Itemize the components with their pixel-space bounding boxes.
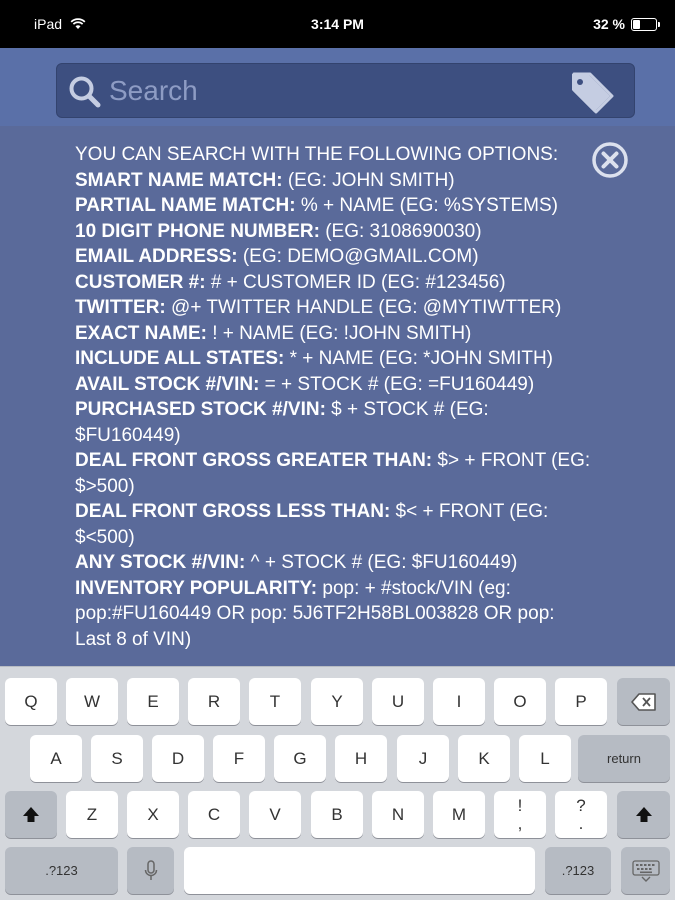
option-label: DEAL FRONT GROSS LESS THAN: [75,501,391,522]
backspace-key[interactable] [617,678,670,725]
help-option [75,550,595,576]
option-text: * + NAME (EG: *JOHN SMITH) [284,348,554,369]
status-right [593,16,657,32]
battery-percent: 32 % [593,16,625,32]
shift-key-left[interactable] [5,791,57,838]
key-n[interactable]: N [372,791,424,838]
key-f[interactable]: F [213,735,265,782]
option-label: CUSTOMER #: [75,271,206,293]
help-option [75,397,595,448]
key-m[interactable]: M [433,791,485,838]
key-k[interactable]: K [458,735,510,782]
key-v[interactable]: V [249,791,301,838]
shift-key-right[interactable] [617,791,670,838]
option-text: (EG: DEMO@GMAIL.COM) [237,246,479,267]
key-g[interactable]: G [274,735,326,782]
key-t[interactable]: T [249,678,301,725]
option-text: = + STOCK # (EG: =FU160449) [259,373,535,395]
option-label: PARTIAL NAME MATCH: [75,195,296,216]
key-h[interactable]: H [335,735,387,782]
shift-icon [22,806,40,824]
key-c[interactable]: C [188,791,240,838]
battery-icon [631,18,657,31]
option-label: 10 DIGIT PHONE NUMBER: [75,220,320,242]
option-text: $ + STOCK # (EG: $FU160449) [75,399,489,446]
search-icon [67,74,103,110]
option-label: AVAIL STOCK #/VIN: [75,373,260,395]
key-x[interactable]: X [127,791,179,838]
help-option [75,219,595,245]
option-text: @+ TWITTER HANDLE (EG: @MYTIWTTER) [165,297,562,318]
help-option [75,193,595,219]
dictation-key[interactable] [127,847,174,894]
numbers-key-right[interactable]: .?123 [545,847,611,894]
space-bar[interactable] [184,847,535,894]
key-bottom-char: , [517,813,523,833]
help-option [75,321,595,347]
key-bottom-char: . [578,813,584,833]
hide-keyboard-key[interactable] [621,847,670,894]
help-intro: YOU CAN SEARCH WITH THE FOLLOWING OPTIONS: [75,144,559,165]
option-label: TWITTER: [75,297,166,318]
return-key[interactable]: return [578,735,670,782]
on-screen-keyboard [0,666,675,900]
status-time: 3:14 PM [311,16,364,32]
key-q[interactable]: Q [5,678,57,725]
search-bar[interactable] [56,63,635,118]
search-header [0,48,675,126]
option-label: DEAL FRONT GROSS GREATER THAN: [75,450,433,471]
key-r[interactable]: R [188,678,240,725]
help-option [75,346,595,372]
option-text: $> + FRONT (EG: $>500) [75,450,591,497]
key-top-char: ? [576,795,586,815]
key-top-char: ! [517,795,523,815]
key-e[interactable]: E [127,678,179,725]
help-option [75,295,595,321]
key-j[interactable]: J [397,735,449,782]
key-exclamation-comma[interactable] [494,791,546,838]
key-p[interactable]: P [555,678,607,725]
microphone-icon [144,860,158,882]
shift-icon [635,806,653,824]
key-o[interactable]: O [494,678,546,725]
device-label: iPad [34,16,63,32]
option-label: SMART NAME MATCH: [75,169,283,191]
key-b[interactable]: B [311,791,363,838]
backspace-icon [631,693,657,711]
option-label: INVENTORY POPULARITY: [75,577,318,599]
option-text: (EG: JOHN SMITH) [282,169,455,191]
option-label: INCLUDE ALL STATES: [75,348,285,369]
option-text: # + CUSTOMER ID (EG: #123456) [205,271,506,293]
help-option [75,372,595,398]
option-text: ! + NAME (EG: !JOHN SMITH) [206,322,472,344]
key-u[interactable]: U [372,678,424,725]
tags-icon[interactable] [568,70,620,114]
key-a[interactable]: A [30,735,82,782]
key-i[interactable]: I [433,678,485,725]
option-label: EXACT NAME: [75,322,207,344]
key-s[interactable]: S [91,735,143,782]
key-w[interactable]: W [66,678,118,725]
keyboard-dismiss-icon [632,860,660,882]
search-options-help [75,142,595,652]
option-text: ^ + STOCK # (EG: $FU160449) [245,552,518,573]
numbers-key-left[interactable]: .?123 [5,847,118,894]
key-z[interactable]: Z [66,791,118,838]
help-option [75,499,595,550]
option-label: PURCHASED STOCK #/VIN: [75,399,326,420]
option-label: ANY STOCK #/VIN: [75,552,246,573]
key-question-period[interactable] [555,791,607,838]
status-bar [0,0,675,48]
help-option [75,244,595,270]
search-input[interactable] [109,70,549,112]
key-l[interactable]: L [519,735,571,782]
option-text: (EG: 3108690030) [319,220,482,242]
key-d[interactable]: D [152,735,204,782]
close-icon[interactable] [591,141,629,179]
help-option [75,168,595,194]
help-option [75,576,595,653]
option-label: EMAIL ADDRESS: [75,246,238,267]
option-text: % + NAME (EG: %SYSTEMS) [295,195,558,216]
key-y[interactable]: Y [311,678,363,725]
help-option [75,448,595,499]
help-option [75,270,595,296]
option-text: pop: + #stock/VIN (eg: pop:#FU160449 OR pop: 5J6TF2H58BL003828 OR pop: Last 8 of VIN) [75,577,555,650]
option-text: $< + FRONT (EG: $<500) [75,501,549,548]
battery-fill [633,20,640,29]
